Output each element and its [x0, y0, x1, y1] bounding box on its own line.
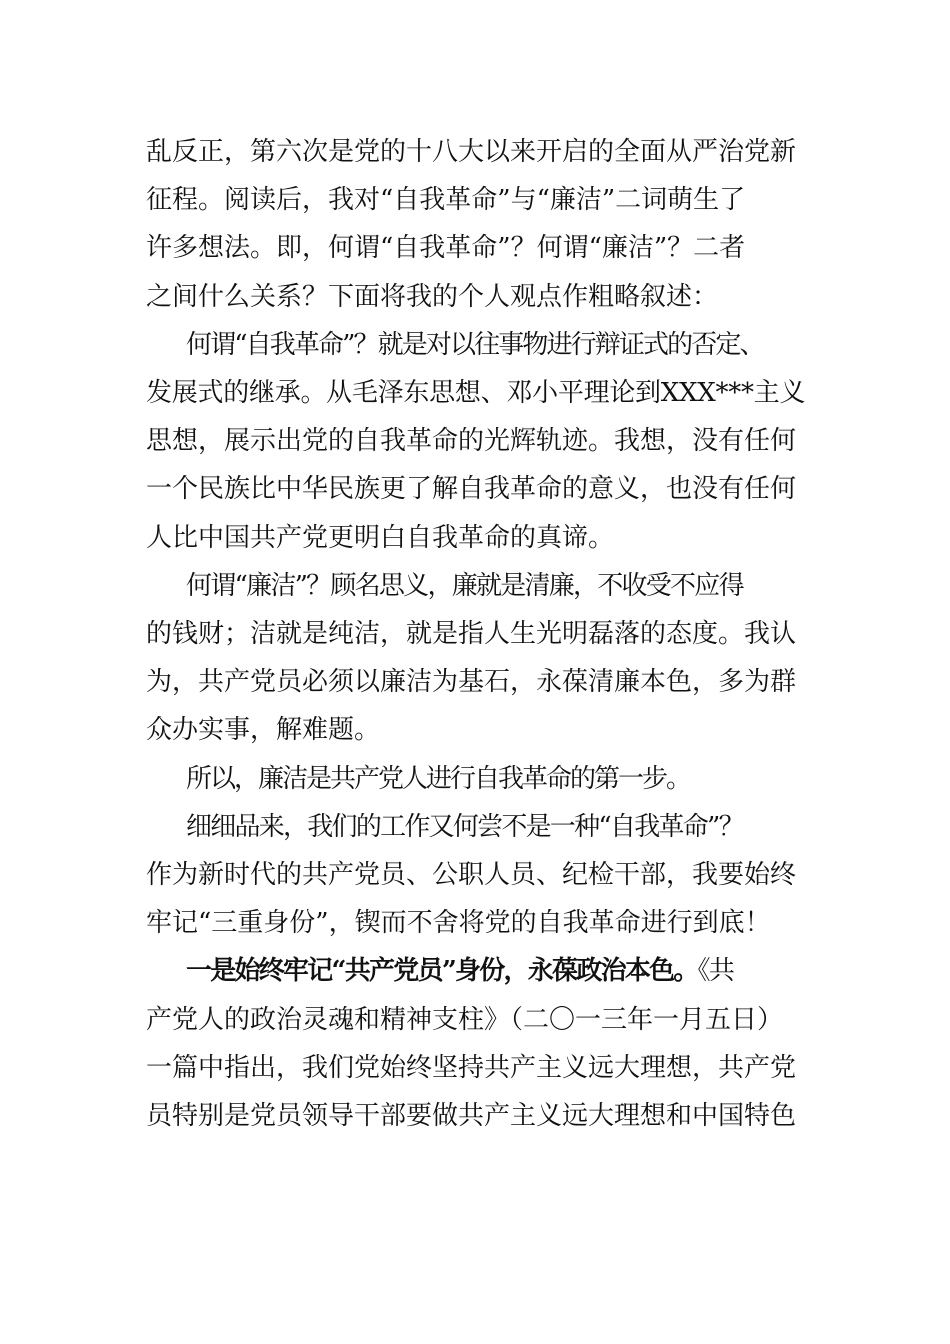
paragraph-5 [146, 803, 806, 948]
paragraph-2 [146, 321, 806, 562]
paragraph-4 [146, 755, 806, 803]
text-line: 细细品来，我们的工作又何尝不是一种“自我革命”？ [186, 811, 743, 842]
text-line: 思想，展示出党的自我革命的光辉轨迹。我想，没有任何 [146, 426, 797, 457]
paragraph-6 [146, 947, 806, 1140]
paragraph-3 [146, 562, 806, 755]
text-line: 许多想法。即，何谓“自我革命”？何谓“廉洁”？二者 [146, 233, 746, 264]
text-line: 人比中国共产党更明白自我革命的真谛。 [146, 522, 615, 553]
text-line: 员特别是党员领导干部要做共产主义远大理想和中国特色 [146, 1101, 797, 1132]
paragraph-1 [146, 128, 806, 321]
text-line: 何谓“廉洁”？顾名思义，廉就是清廉，不收受不应得 [186, 570, 743, 601]
text-line: 一篇中指出，我们党始终坚持共产主义远大理想，共产党 [146, 1052, 797, 1083]
text-line: 作为新时代的共产党员、公职人员、纪检干部，我要始终 [146, 860, 797, 891]
body-text [146, 128, 806, 1140]
text-line: 为，共产党员必须以廉洁为基石，永葆清廉本色，多为群 [146, 667, 797, 698]
text-line: 发展式的继承。从毛泽东思想、邓小平理论到XXX***主义 [146, 378, 806, 409]
text-line: 牢记“三重身份”，锲而不舍将党的自我革命进行到底！ [146, 908, 771, 939]
text-line: 众办实事，解难题。 [146, 715, 381, 746]
text-line: 乱反正，第六次是党的十八大以来开启的全面从严治党新 [146, 137, 797, 167]
text-line: 所以，廉洁是共产党人进行自我革命的第一步。 [186, 763, 691, 794]
text-line: 的钱财；洁就是纯洁，就是指人生光明磊落的态度。我认 [146, 619, 797, 650]
text-line: 之间什么关系？下面将我的个人观点作粗略叙述： [146, 281, 719, 312]
text-line: 一个民族比中华民族更了解自我革命的意义，也没有任何 [146, 474, 797, 505]
bold-heading: 一是始终牢记“共产党员”身份，永葆政治本色。 [186, 956, 698, 987]
text-fragment: 《共 [697, 956, 734, 987]
text-line [146, 947, 806, 995]
text-line: 何谓“自我革命”？就是对以往事物进行辩证式的否定、 [186, 329, 764, 360]
text-line: 征程。阅读后，我对“自我革命”与“廉洁”二词萌生了 [146, 185, 746, 216]
text-line: 产党人的政治灵魂和精神支柱》（二〇一三年一月五日） [146, 1004, 784, 1035]
